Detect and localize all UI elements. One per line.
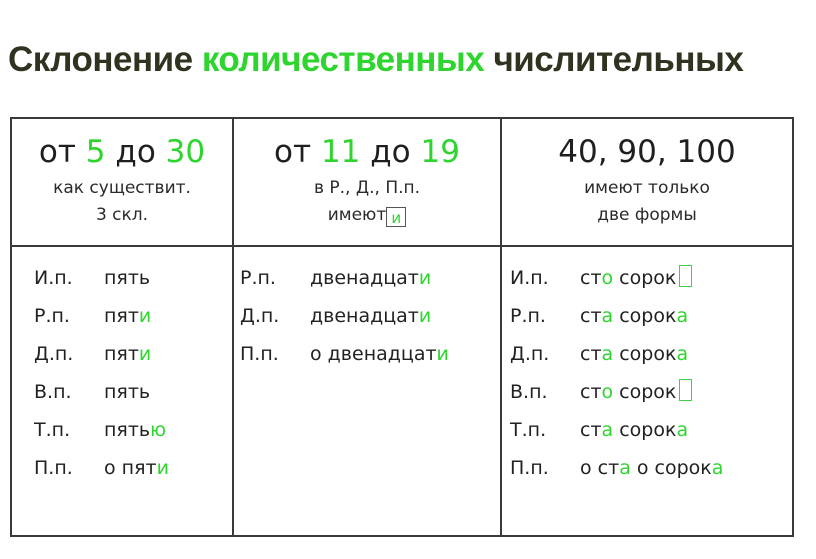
table-row (510, 259, 723, 297)
title-part-1: Склонение (8, 40, 202, 79)
boxed-ending: и (386, 207, 406, 227)
word-stem: ст (580, 419, 602, 441)
heading-word: до (105, 134, 166, 170)
title-part-3: числительных (484, 40, 744, 79)
word-ending: а (601, 305, 614, 327)
case-label: Р.п. (510, 305, 546, 327)
note-line: имеют только (584, 178, 710, 198)
word-ending: о (601, 381, 614, 403)
table-row (34, 335, 169, 373)
header-note (12, 175, 232, 229)
word-ending: а (601, 343, 614, 365)
note-line (234, 202, 500, 229)
column-header-1 (12, 119, 232, 245)
zero-ending-box (679, 379, 692, 401)
word-stem: ст (580, 381, 602, 403)
table-row (240, 297, 449, 335)
case-label: П.п. (34, 457, 73, 479)
table-row (34, 411, 169, 449)
word-stem: ст (580, 343, 602, 365)
word-stem: сорок (613, 267, 677, 289)
heading-word: до (360, 134, 421, 170)
range-heading (12, 135, 232, 169)
table-row (510, 297, 723, 335)
case-label: И.п. (510, 267, 549, 289)
case-label: Д.п. (34, 343, 74, 365)
header-note (502, 175, 792, 229)
heading-number: 30 (165, 134, 206, 170)
case-label: Т.п. (510, 419, 547, 441)
heading-number: 19 (420, 134, 460, 170)
case-label: Р.п. (34, 305, 70, 327)
word-stem: двенадцат (310, 305, 419, 327)
note-line: две формы (597, 205, 697, 225)
table-row (34, 259, 169, 297)
table-row (510, 373, 723, 411)
note-line: 3 скл. (95, 205, 149, 225)
table-row (510, 335, 723, 373)
word-stem: о пят (104, 457, 157, 479)
case-label: Д.п. (510, 343, 550, 365)
table-row (510, 411, 723, 449)
word-ending: и (436, 343, 449, 365)
word-stem: о ст (580, 457, 620, 479)
word-stem: пят (104, 343, 139, 365)
word-ending: и (418, 305, 432, 327)
word-stem: пять (104, 419, 151, 441)
word-stem: ст (580, 305, 602, 327)
range-heading (234, 135, 500, 169)
table-row (240, 335, 449, 373)
numbers-heading: 40, 90, 100 (558, 134, 736, 170)
case-label: П.п. (510, 457, 549, 479)
word-stem: пят (104, 305, 139, 327)
heading-number: 5 (85, 134, 106, 170)
column-header-2 (234, 119, 500, 245)
column-1-rows (34, 259, 169, 487)
case-label: В.п. (34, 381, 72, 403)
word-ending: и (138, 305, 152, 327)
word-stem: о двенадцат (310, 343, 437, 365)
heading-word: от (38, 134, 86, 170)
note-line: как существит. (53, 178, 191, 198)
case-label: Р.п. (240, 267, 276, 289)
word-ending: а (711, 457, 724, 479)
zero-ending-box (679, 265, 692, 287)
column-3-rows (510, 259, 723, 487)
heading-word: от (274, 134, 321, 170)
case-label: Т.п. (34, 419, 71, 441)
column-header-3 (502, 119, 792, 245)
declension-table (10, 117, 794, 537)
case-label: В.п. (510, 381, 548, 403)
word-stem: двенадцат (310, 267, 419, 289)
header-divider (12, 245, 792, 247)
word-ending: а (619, 457, 631, 479)
word-ending: и (156, 457, 169, 479)
note-text: имеют (327, 205, 387, 225)
note-line: в Р., Д., П.п. (313, 178, 421, 198)
word-stem: сорок (613, 305, 677, 327)
column-2-rows (240, 259, 449, 373)
table-row (240, 259, 449, 297)
word-stem: о сорок (630, 457, 712, 479)
word-stem: ст (580, 267, 602, 289)
table-row (34, 373, 169, 411)
word-stem: пять (104, 267, 151, 289)
header-note (234, 175, 500, 229)
word-stem: пять (104, 381, 151, 403)
word-ending: о (601, 267, 614, 289)
word-ending: а (676, 305, 689, 327)
word-ending: а (601, 419, 614, 441)
word-ending: а (676, 419, 689, 441)
table-row (34, 297, 169, 335)
word-ending: и (138, 343, 152, 365)
word-ending: и (418, 267, 432, 289)
table-row (510, 449, 723, 487)
word-stem: сорок (613, 343, 677, 365)
word-ending: ю (150, 419, 167, 441)
word-stem: сорок (613, 419, 677, 441)
case-label: И.п. (34, 267, 73, 289)
case-label: Д.п. (240, 305, 280, 327)
word-ending: а (676, 343, 689, 365)
title-part-2: количественных (201, 40, 485, 79)
table-row (34, 449, 169, 487)
word-stem: сорок (613, 381, 677, 403)
page-title (8, 40, 743, 80)
case-label: П.п. (240, 343, 279, 365)
heading-number: 11 (320, 134, 361, 170)
